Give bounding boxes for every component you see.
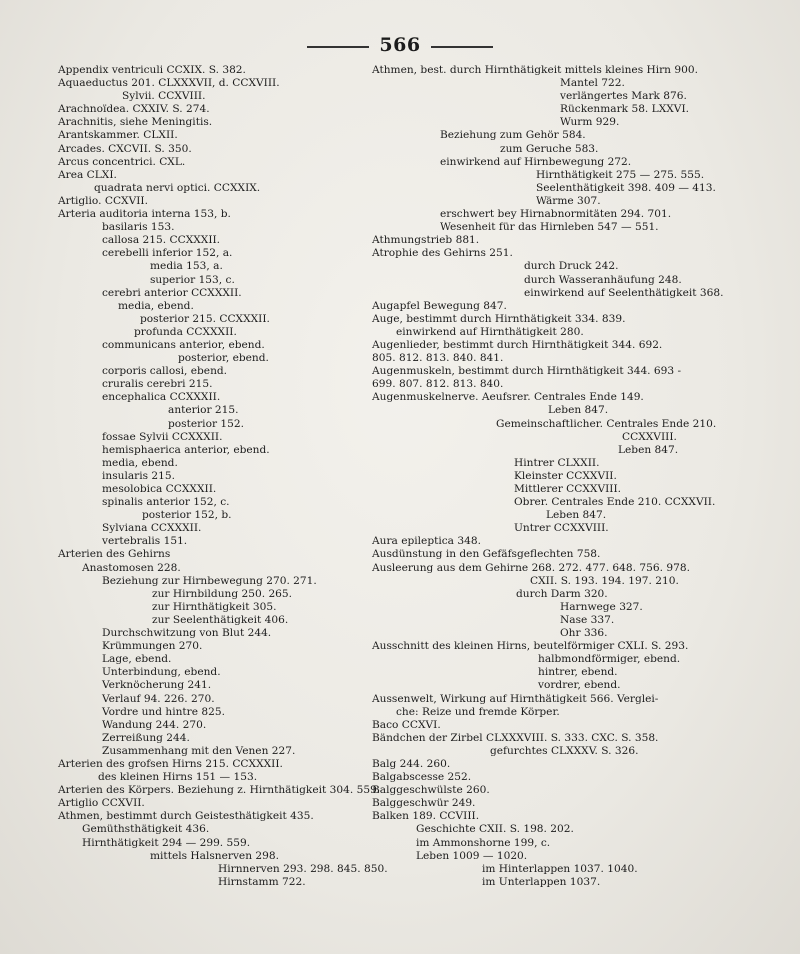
index-entry: Rückenmark 58. LXXVI. — [560, 103, 689, 116]
index-entry: Zusammenhang mit den Venen 227. — [102, 744, 296, 757]
index-entry: zur Hirnthätigkeit 305. — [152, 600, 277, 613]
index-entry: Athmen, best. durch Hirnthätigkeit mittels kleines Hirn 900. — [372, 64, 698, 76]
header-rule-left — [307, 46, 369, 48]
index-entry: Mittlerer CCXXVIII. — [514, 483, 622, 495]
index-entry: vordrer, ebend. — [538, 679, 621, 692]
right-index-column — [372, 64, 792, 889]
index-entry: einwirkend auf Hirnthätigkeit 280. — [396, 325, 584, 338]
index-entry: Arachnoïdea. CXXIV. S. 274. — [58, 103, 210, 116]
index-entry: Hirnnerven 293. 298. 845. 850. — [218, 862, 388, 875]
index-entry: encephalica CCXXXII. — [102, 391, 221, 404]
index-entry: Leben 847. — [546, 509, 607, 522]
index-entry: Vordre und hintre 825. — [102, 705, 225, 718]
index-entry: anterior 215. — [168, 404, 239, 417]
index-entry: gefurchtes CLXXXV. S. 326. — [490, 744, 639, 757]
index-entry: durch Wasseranhäufung 248. — [524, 273, 682, 286]
index-entry: Kleinster CCXXVII. — [514, 469, 617, 482]
index-entry: Durchschwitzung von Blut 244. — [102, 627, 272, 640]
index-entry: Ausschnitt des kleinen Hirns, beutelförmiger CXLI. S. 293. — [372, 640, 689, 653]
index-entry: Appendix ventriculi CCXIX. S. 382. — [58, 64, 246, 76]
index-entry: Leben 847. — [548, 404, 609, 417]
index-entry: im Unterlappen 1037. — [482, 875, 601, 888]
index-entry: Hirnstamm 722. — [218, 875, 306, 888]
index-entry: Unterbindung, ebend. — [102, 666, 221, 679]
index-entry: halbmondförmiger, ebend. — [538, 653, 681, 666]
index-entry: cruralis cerebri 215. — [102, 378, 213, 391]
index-entry: Lage, ebend. — [102, 653, 172, 666]
index-entry: verlängertes Mark 876. — [560, 90, 687, 103]
index-entry: Aussenwelt, Wirkung auf Hirnthätigkeit 566. Verglei- — [372, 692, 659, 705]
index-entry: fossae Sylvii CCXXXII. — [102, 430, 223, 443]
index-entry: Balggeschwülste 260. — [372, 784, 490, 797]
index-entry: Verknöcherung 241. — [102, 679, 212, 692]
index-entry: Athmen, bestimmt durch Geistesthätigkeit 435. — [58, 810, 314, 823]
index-entry: Arteria auditoria interna 153, b. — [58, 208, 231, 221]
index-entry: cerebelli inferior 152, a. — [102, 247, 233, 260]
index-entry: im Ammonshorne 199, c. — [416, 836, 551, 849]
index-entry: des kleinen Hirns 151 — 153. — [98, 771, 258, 784]
index-entry: Wandung 244. 270. — [102, 718, 207, 731]
index-entry: Hirnthätigkeit 294 — 299. 559. — [82, 836, 251, 849]
index-entry: che: Reize und fremde Körper. — [396, 705, 560, 718]
index-entry: mesolobica CCXXXII. — [102, 483, 217, 495]
index-entry: Aquaeductus 201. CLXXXVII, d. CCXVIII. — [58, 77, 280, 90]
index-entry: Arcus concentrici. CXL. — [58, 155, 186, 168]
index-entry: Bändchen der Zirbel CLXXXVIII. S. 333. CXC. S. 358. — [372, 731, 659, 744]
index-entry: posterior 215. CCXXXII. — [140, 312, 270, 325]
index-entry: communicans anterior, ebend. — [102, 338, 265, 351]
index-entry: media 153, a. — [150, 260, 223, 273]
index-entry: posterior 152, b. — [142, 509, 232, 522]
index-entry: 699. 807. 812. 813. 840. — [372, 378, 504, 391]
index-entry: im Hinterlappen 1037. 1040. — [482, 862, 638, 875]
index-entry: Gemeinschaftlicher. Centrales Ende 210. — [496, 417, 717, 430]
index-entry: vertebralis 151. — [102, 535, 188, 548]
page-number: 566 — [379, 34, 421, 56]
index-entry: Mantel 722. — [560, 77, 625, 90]
index-entry: Hintrer CLXXII. — [514, 456, 600, 469]
left-index-column — [58, 64, 388, 889]
index-entry: Sylviana CCXXXII. — [102, 522, 202, 535]
index-entry: Arterien des grofsen Hirns 215. CCXXXII. — [58, 757, 283, 770]
index-entry: CCXXVIII. — [622, 430, 677, 443]
page-header — [0, 32, 800, 58]
index-entry: hintrer, ebend. — [538, 666, 618, 679]
index-entry: Beziehung zum Gehör 584. — [440, 129, 586, 142]
index-entry: Wurm 929. — [560, 116, 620, 129]
index-entry: media, ebend. — [102, 456, 178, 469]
index-entry: Hirnthätigkeit 275 — 275. 555. — [536, 168, 705, 181]
index-entry: Seelenthätigkeit 398. 409 — 413. — [536, 181, 716, 194]
index-entry: Auge, bestimmt durch Hirnthätigkeit 334. 839. — [372, 312, 626, 325]
index-entry: Ohr 336. — [560, 627, 608, 640]
index-entry: erschwert bey Hirnabnormitäten 294. 701. — [440, 208, 672, 221]
index-entry: Artiglio CCXVII. — [58, 797, 145, 810]
index-entry: einwirkend auf Seelenthätigkeit 368. — [524, 286, 724, 299]
index-entry: Gemüthsthätigkeit 436. — [82, 823, 210, 836]
index-entry: mittels Halsnerven 298. — [150, 849, 279, 862]
index-entry: Verlauf 94. 226. 270. — [102, 692, 215, 705]
index-entry: Sylvii. CCXVIII. — [122, 90, 206, 103]
index-entry: Geschichte CXII. S. 198. 202. — [416, 823, 574, 836]
index-entry: superior 153, c. — [150, 273, 235, 286]
index-entry: posterior, ebend. — [178, 352, 269, 365]
index-entry: Arterien des Gehirns — [58, 548, 171, 561]
index-entry: Augenmuskelnerve. Aeufsrer. Centrales Ende 149. — [372, 391, 644, 404]
index-entry: corporis callosi, ebend. — [102, 365, 228, 378]
index-entry: Area CLXI. — [58, 168, 117, 181]
index-entry: durch Druck 242. — [524, 260, 619, 273]
index-entry: Aura epileptica 348. — [372, 535, 481, 548]
index-entry: Balg 244. 260. — [372, 757, 451, 770]
index-entry: Ausleerung aus dem Gehirne 268. 272. 477. 648. 756. 978. — [372, 561, 690, 574]
index-entry: media, ebend. — [118, 299, 194, 312]
header-rule-right — [431, 46, 493, 48]
index-entry: Wärme 307. — [536, 194, 601, 207]
index-entry: Wesenheit für das Hirnleben 547 — 551. — [440, 221, 659, 234]
index-entry: Arterien des Körpers. Beziehung z. Hirnthätigkeit 304. 559. — [58, 784, 381, 797]
index-entry: Ausdünstung in den Gefäfsgeflechten 758. — [372, 548, 601, 561]
index-entry: Untrer CCXXVIII. — [514, 522, 609, 535]
index-entry: Arantskammer. CLXII. — [58, 129, 178, 142]
index-entry: insularis 215. — [102, 469, 176, 482]
index-entry: Athmungstrieb 881. — [372, 234, 480, 247]
index-entry: Nase 337. — [560, 613, 615, 626]
index-entry: posterior 152. — [168, 417, 244, 430]
index-entry: basilaris 153. — [102, 221, 175, 234]
index-entry: profunda CCXXXII. — [134, 325, 237, 338]
index-entry: Atrophie des Gehirns 251. — [372, 247, 513, 260]
index-entry: callosa 215. CCXXXII. — [102, 234, 221, 247]
index-entry: Augenmuskeln, bestimmt durch Hirnthätigkeit 344. 693 - — [372, 365, 682, 378]
index-entry: Balken 189. CCVIII. — [372, 810, 480, 823]
index-entry: Arcades. CXCVII. S. 350. — [58, 142, 192, 155]
index-entry: Zerreißung 244. — [102, 731, 190, 744]
index-entry: spinalis anterior 152, c. — [102, 496, 230, 509]
index-entry: Arachnitis, siehe Meningitis. — [58, 116, 213, 129]
index-entry: 805. 812. 813. 840. 841. — [372, 352, 504, 365]
index-entry: hemisphaerica anterior, ebend. — [102, 443, 270, 456]
index-entry: Augenlieder, bestimmt durch Hirnthätigkeit 344. 692. — [372, 338, 663, 351]
index-entry: Artiglio. CCXVII. — [58, 194, 148, 207]
index-entry: Beziehung zur Hirnbewegung 270. 271. — [102, 574, 317, 587]
index-entry: CXII. S. 193. 194. 197. 210. — [530, 574, 679, 587]
index-entry: Balgabscesse 252. — [372, 771, 472, 784]
index-entry: Anastomosen 228. — [82, 561, 181, 574]
index-entry: Leben 1009 — 1020. — [416, 849, 528, 862]
index-entry: Balggeschwür 249. — [372, 797, 476, 810]
index-entry: Baco CCXVI. — [372, 718, 441, 731]
index-entry: Krümmungen 270. — [102, 640, 203, 653]
index-entry: einwirkend auf Hirnbewegung 272. — [440, 155, 632, 168]
index-entry: zur Hirnbildung 250. 265. — [152, 587, 293, 600]
index-entry: Augapfel Bewegung 847. — [372, 299, 507, 312]
index-entry: zum Geruche 583. — [500, 142, 599, 155]
index-entry: quadrata nervi optici. CCXXIX. — [94, 181, 261, 194]
index-entry: durch Darm 320. — [516, 587, 608, 600]
index-entry: cerebri anterior CCXXXII. — [102, 286, 242, 299]
index-entry: Obrer. Centrales Ende 210. CCXXVII. — [514, 496, 716, 509]
index-entry: Leben 847. — [618, 443, 679, 456]
index-entry: zur Seelenthätigkeit 406. — [152, 613, 289, 626]
index-entry: Harnwege 327. — [560, 600, 643, 613]
